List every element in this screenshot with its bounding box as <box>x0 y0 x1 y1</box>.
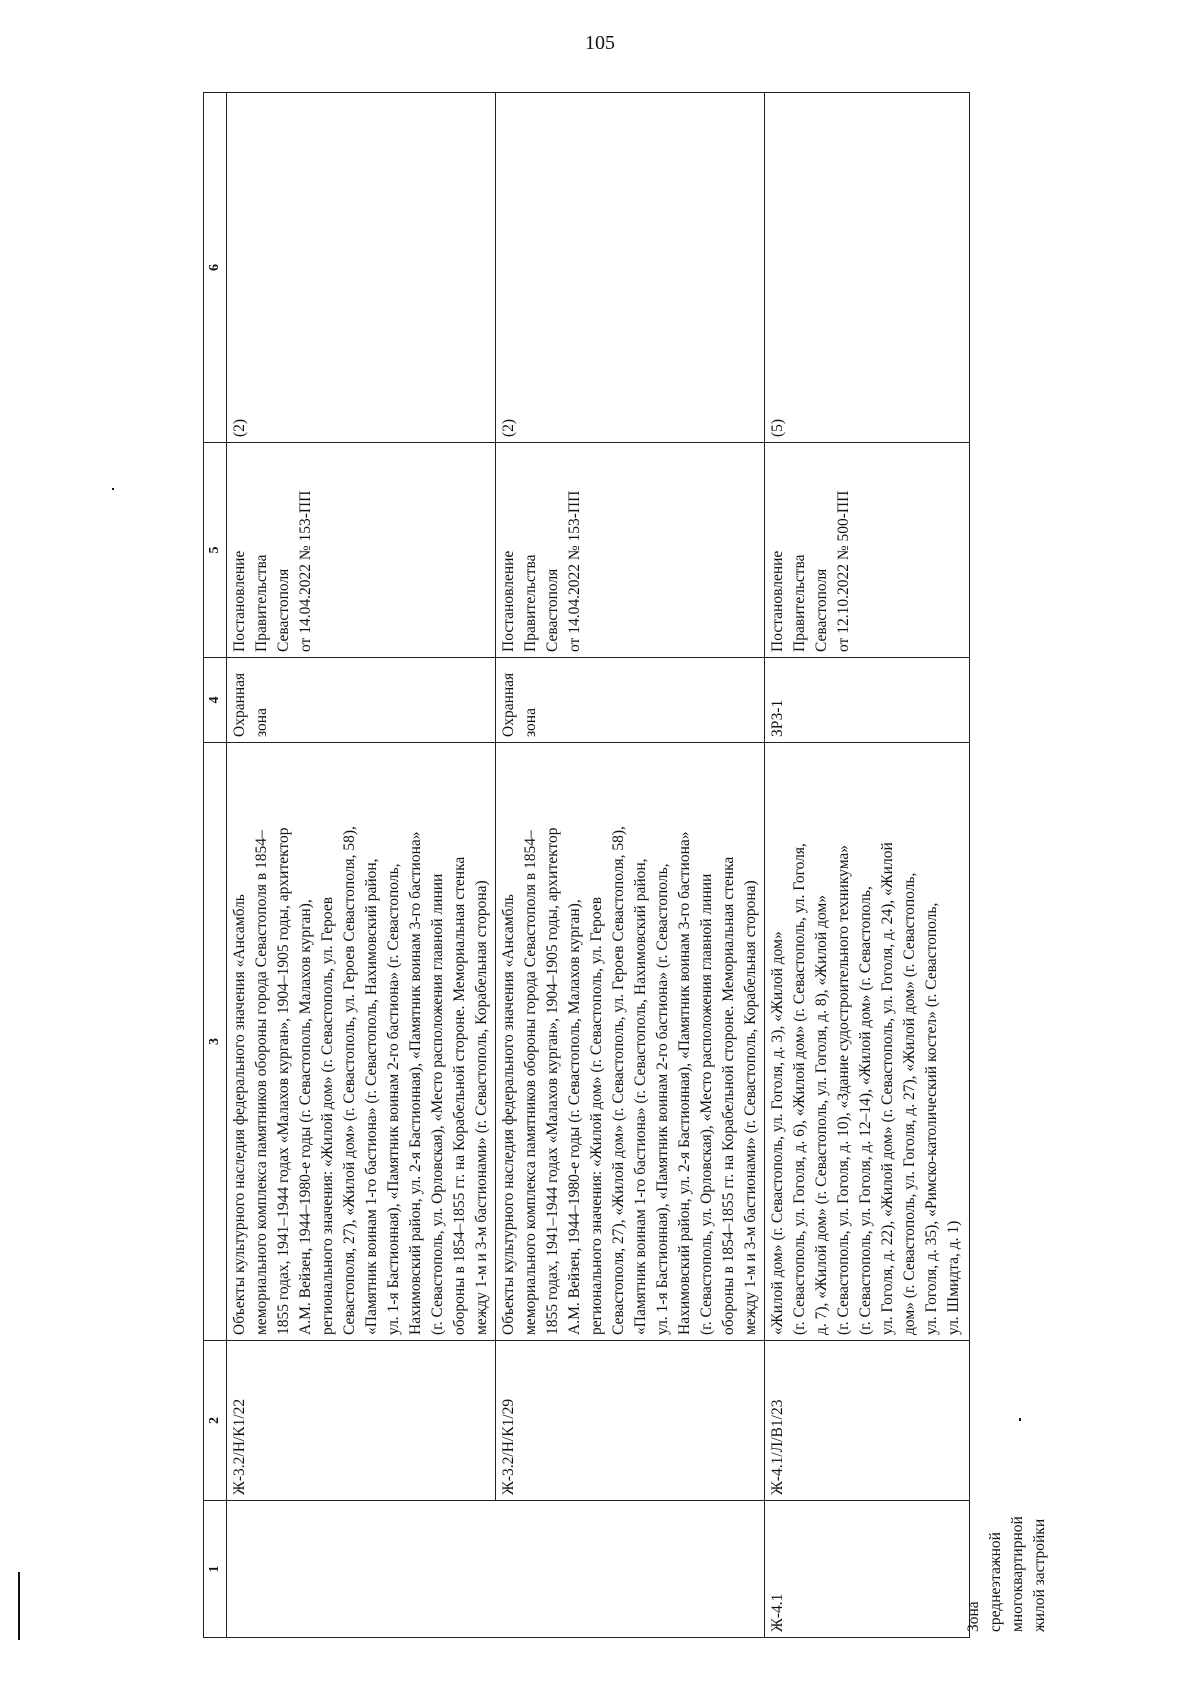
legal-act: Постановление Правительства Севастополя от 14.04.2022 № 153-ПП <box>227 443 496 658</box>
subzone-code: Ж-4.1/Л/В1/23 <box>765 1341 970 1501</box>
heritage-objects: Объекты культурного наследия федерального значения «Ансамбль мемориального комплекса памятников обороны города Севастополя в 1854– 1855 годах, 1941–1944 годах «Малахов курган», 1904–1905 годы, архитектор А.М. Вейзен, 1944–1980-е годы (г. Севастополь, Малахов курган), регионального значения: «Жилой дом» (г. Севастополь, ул. Героев Севастополя, 27), «Жилой дом» (г. Севастополь, ул. Героев Севастополя, 58), «Памятник воинам 1-го бастиона» (г. Севастополь, Нахимовский район, ул. 1-я Бастионная), «Памятник воинам 2-го бастиона» (г. Севастополь, Нахимовский район, ул. 2-я Бастионная), «Памятник воинам 3-го бастиона» (г. Севастополь, ул. Орловская), «Место расположения главной линии обороны в 1854–1855 гг. на Корабельной стороне. Мемориальная стенка между 1-м и 3-м бастионами» (г. Севастополь, Корабельная сторона) <box>227 743 496 1341</box>
zone-code: Ж-4.1 <box>769 1593 786 1632</box>
legal-act: Постановление Правительства Севастополя от 12.10.2022 № 500-ПП <box>765 443 970 658</box>
column-header-2: 2 <box>204 1341 227 1501</box>
heritage-objects: Объекты культурного наследия федерального значения «Ансамбль мемориального комплекса памятников обороны города Севастополя в 1854– 1855 годах, 1941–1944 годах «Малахов курган», 1904–1905 годы, архитектор А.М. Вейзен, 1944–1980-е годы (г. Севастополь, Малахов курган), регионального значения: «Жилой дом» (г. Севастополь, ул. Героев Севастополя, 27), «Жилой дом» (г. Севастополь, ул. Героев Севастополя, 58), «Памятник воинам 1-го бастиона» (г. Севастополь, Нахимовский район, ул. 1-я Бастионная), «Памятник воинам 2-го бастиона» (г. Севастополь, Нахимовский район, ул. 2-я Бастионная), «Памятник воинам 3-го бастиона» (г. Севастополь, ул. Орловская), «Место расположения главной линии обороны в 1854–1855 гг. на Корабельной стороне. Мемориальная стенка между 1-м и 3-м бастионами» (г. Севастополь, Корабельная сторона) <box>496 743 765 1341</box>
table-row <box>227 93 496 1638</box>
zone-cell-continued <box>227 1501 765 1638</box>
zones-table <box>203 92 1048 1638</box>
zone-type: Охранная зона <box>227 658 496 743</box>
column-header-3: 3 <box>204 743 227 1341</box>
subzone-code: Ж-3.2/Н/К1/22 <box>227 1341 496 1501</box>
zone-name: Зона среднеэтажной многоквартирной жилой застройки <box>965 1516 1048 1632</box>
page-number: 105 <box>585 32 615 54</box>
note-ref: (2) <box>227 93 496 443</box>
scan-edge-mark <box>18 1572 20 1640</box>
rotated-table-container <box>203 93 1048 1638</box>
heritage-objects: «Жилой дом» (г. Севастополь, ул. Гоголя, д. 3), «Жилой дом» (г. Севастополь, ул. Гоголя, д. 6), «Жилой дом» (г. Севастополь, ул. Гоголя, д. 7), «Жилой дом» (г. Севастополь, ул. Гоголя, д. 8), «Жилой дом» (г. Севастополь, ул. Гоголя, д. 10), «Здание судостроительного техникума» (г. Севастополь, ул. Гоголя, д. 12–14), «Жилой дом» (г. Севастополь, ул. Гоголя, д. 22), «Жилой дом» (г. Севастополь, ул. Гоголя, д. 24), «Жилой дом» (г. Севастополь, ул. Гоголя, д. 27), «Жилой дом» (г. Севастополь, ул. Гоголя, д. 35), «Римско-католический костел» (г. Севастополь, ул. Шмидта, д. 1) <box>765 743 970 1341</box>
zone-cell <box>765 1501 1048 1638</box>
zone-type: Охранная зона <box>496 658 765 743</box>
column-header-4: 4 <box>204 658 227 743</box>
scan-speck <box>1019 1418 1021 1421</box>
table-row <box>496 93 765 1638</box>
table-row <box>765 93 970 1638</box>
column-header-1: 1 <box>204 1501 227 1638</box>
subzone-code: Ж-3.2/Н/К1/29 <box>496 1341 765 1501</box>
table-header-row <box>204 93 227 1638</box>
scan-speck <box>112 488 114 490</box>
legal-act: Постановление Правительства Севастополя от 14.04.2022 № 153-ПП <box>496 443 765 658</box>
column-header-5: 5 <box>204 443 227 658</box>
note-ref: (2) <box>496 93 765 443</box>
column-header-6: 6 <box>204 93 227 443</box>
note-ref: (5) <box>765 93 970 443</box>
zone-type: ЗРЗ-1 <box>765 658 970 743</box>
